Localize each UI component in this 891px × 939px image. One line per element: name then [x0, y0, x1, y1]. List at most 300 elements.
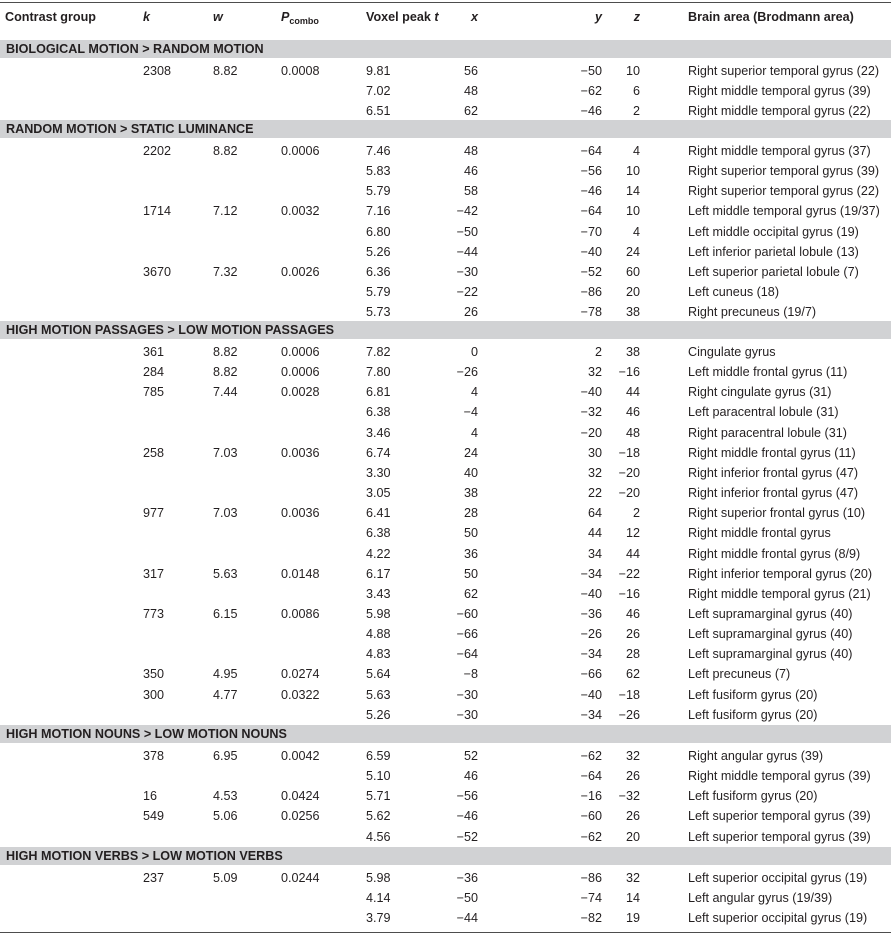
cell-voxel-peak-t: 5.62: [366, 809, 391, 824]
cell-brain-area: Right paracentral lobule (31): [688, 425, 847, 440]
cell-w: 8.82: [213, 144, 238, 158]
cell-p-combo: 0.0006: [281, 365, 320, 380]
cell-brain-area: Left superior temporal gyrus (39): [688, 829, 871, 844]
cell-k: 3670: [143, 264, 172, 279]
cell-x: −36: [456, 871, 478, 885]
cell-x: 50: [463, 566, 478, 581]
cell-w: 5.09: [213, 871, 238, 885]
header-voxel-peak-label: Voxel peak: [366, 10, 435, 24]
cell-k: 16: [143, 789, 158, 804]
cell-y: −86: [580, 285, 602, 300]
table-row: [0, 101, 891, 121]
cell-brain-area: Right middle temporal gyrus (39): [688, 84, 871, 99]
contrast-group-header: [0, 725, 891, 743]
header-y: y: [594, 10, 602, 24]
table-row: [0, 282, 891, 302]
cell-voxel-peak-t: 4.14: [366, 891, 391, 906]
cell-x: 52: [463, 749, 478, 763]
cell-z: −16: [618, 586, 640, 601]
cell-z: −26: [618, 707, 640, 722]
cell-brain-area: Right inferior frontal gyrus (47): [688, 465, 859, 480]
cell-z: 28: [625, 647, 640, 662]
table-header-row: [0, 7, 891, 27]
cell-brain-area: Left fusiform gyrus (20): [688, 707, 818, 722]
cell-z: 38: [625, 305, 640, 320]
cell-x: −52: [456, 829, 478, 844]
table-row: [0, 746, 891, 766]
cell-z: 14: [625, 184, 640, 199]
cell-brain-area: Left middle frontal gyrus (11): [688, 365, 848, 380]
cell-y: −40: [580, 687, 602, 702]
cell-brain-area: Right middle temporal gyrus (21): [688, 586, 871, 601]
cell-z: 14: [625, 891, 640, 906]
header-p-main: P: [281, 10, 290, 24]
cell-z: 62: [625, 667, 640, 682]
cell-voxel-peak-t: 3.30: [366, 465, 391, 480]
cell-voxel-peak-t: 6.81: [366, 385, 391, 400]
table-row: [0, 786, 891, 806]
cell-k: 361: [143, 345, 165, 359]
cell-w: 7.03: [213, 506, 238, 521]
cell-w: 8.82: [213, 345, 238, 359]
cell-p-combo: 0.0042: [281, 749, 320, 763]
cell-y: −60: [580, 809, 602, 824]
cell-voxel-peak-t: 5.98: [366, 871, 391, 885]
cell-p-combo: 0.0006: [281, 345, 320, 359]
cell-voxel-peak-t: 5.83: [366, 164, 391, 179]
cell-y: 44: [587, 526, 602, 541]
cell-z: −20: [618, 486, 640, 501]
cell-k: 284: [143, 365, 165, 380]
cell-voxel-peak-t: 3.05: [366, 486, 391, 501]
cell-z: 4: [632, 144, 640, 158]
cell-w: 6.15: [213, 606, 238, 621]
cell-voxel-peak-t: 5.26: [366, 707, 391, 722]
cell-z: 20: [625, 829, 640, 844]
cell-voxel-peak-t: 4.56: [366, 829, 391, 844]
cell-k: 378: [143, 749, 165, 763]
cell-x: −56: [456, 789, 478, 804]
cell-p-combo: 0.0036: [281, 506, 320, 521]
cell-x: −30: [456, 687, 478, 702]
header-brain-area: Brain area (Brodmann area): [688, 10, 854, 24]
table-row: [0, 705, 891, 725]
cell-w: 4.95: [213, 667, 238, 682]
cell-voxel-peak-t: 4.83: [366, 647, 391, 662]
cell-y: 34: [587, 546, 602, 561]
cell-w: 4.77: [213, 687, 238, 702]
cell-brain-area: Right middle frontal gyrus: [688, 526, 831, 541]
cell-y: −70: [580, 224, 602, 239]
cell-z: 48: [625, 425, 640, 440]
cell-x: 46: [463, 769, 478, 784]
cell-z: 20: [625, 285, 640, 300]
cell-k: 773: [143, 606, 165, 621]
table-row: [0, 624, 891, 644]
cell-y: −64: [580, 769, 602, 784]
table-row: [0, 242, 891, 262]
cell-p-combo: 0.0032: [281, 204, 320, 219]
cell-x: −30: [456, 707, 478, 722]
cell-y: −26: [580, 627, 602, 642]
cell-y: 32: [587, 465, 602, 480]
cell-brain-area: Left middle temporal gyrus (19/37): [688, 204, 880, 219]
table-row: [0, 362, 891, 382]
cell-voxel-peak-t: 3.79: [366, 911, 391, 926]
cell-brain-area: Left supramarginal gyrus (40): [688, 647, 853, 662]
cell-x: −66: [456, 627, 478, 642]
cell-y: −78: [580, 305, 602, 320]
cell-z: −18: [618, 687, 640, 702]
header-z: z: [633, 10, 640, 24]
cell-y: −86: [580, 871, 602, 885]
contrast-group-label: BIOLOGICAL MOTION > RANDOM MOTION: [6, 42, 264, 56]
cell-brain-area: Right inferior temporal gyrus (20): [688, 566, 873, 581]
cell-y: −62: [580, 84, 602, 99]
cell-y: −32: [580, 405, 602, 420]
cell-x: 26: [463, 305, 478, 320]
cell-z: 10: [625, 164, 640, 179]
cell-x: 62: [463, 586, 478, 601]
cell-y: 32: [587, 365, 602, 380]
cell-x: −60: [456, 606, 478, 621]
cell-w: 5.06: [213, 809, 238, 824]
cell-brain-area: Right middle temporal gyrus (22): [688, 104, 871, 119]
cell-x: 40: [463, 465, 478, 480]
cell-brain-area: Right angular gyrus (39): [688, 749, 824, 763]
cell-z: 2: [632, 104, 640, 119]
cell-voxel-peak-t: 7.82: [366, 345, 391, 359]
cell-k: 350: [143, 667, 165, 682]
table-row: [0, 827, 891, 847]
cell-x: −44: [456, 911, 478, 926]
table-row: [0, 443, 891, 463]
cell-y: −46: [580, 184, 602, 199]
table-row: [0, 141, 891, 161]
cell-voxel-peak-t: 5.71: [366, 789, 391, 804]
cell-x: 4: [470, 385, 478, 400]
cell-brain-area: Left superior temporal gyrus (39): [688, 809, 871, 824]
cell-brain-area: Right precuneus (19/7): [688, 305, 817, 320]
cell-y: −34: [580, 707, 602, 722]
cell-brain-area: Left inferior parietal lobule (13): [688, 244, 859, 259]
cell-y: −66: [580, 667, 602, 682]
cell-z: 46: [625, 606, 640, 621]
cell-brain-area: Right superior frontal gyrus (10): [688, 506, 866, 521]
cell-y: −74: [580, 891, 602, 906]
cell-y: −40: [580, 385, 602, 400]
cell-p-combo: 0.0036: [281, 445, 320, 460]
cell-p-combo: 0.0424: [281, 789, 320, 804]
cell-z: −18: [618, 445, 640, 460]
table-row: [0, 201, 891, 221]
cell-x: −46: [456, 809, 478, 824]
table-top-rule: [0, 2, 891, 3]
cell-z: 44: [625, 385, 640, 400]
table-row: [0, 664, 891, 684]
cell-brain-area: Left paracentral lobule (31): [688, 405, 839, 420]
cell-w: 4.53: [213, 789, 238, 804]
cell-y: −62: [580, 829, 602, 844]
table-row: [0, 262, 891, 282]
cell-voxel-peak-t: 6.80: [366, 224, 391, 239]
cell-k: 2308: [143, 64, 172, 78]
header-p-subscript: combo: [289, 16, 319, 26]
cell-z: −32: [618, 789, 640, 804]
cell-x: 0: [470, 345, 478, 359]
contrast-group-header: [0, 321, 891, 339]
cell-x: 46: [463, 164, 478, 179]
table-row: [0, 402, 891, 422]
cell-y: 22: [587, 486, 602, 501]
cell-x: −50: [456, 224, 478, 239]
cell-brain-area: Left cuneus (18): [688, 285, 780, 300]
cell-x: −8: [463, 667, 478, 682]
cell-voxel-peak-t: 7.80: [366, 365, 391, 380]
cell-brain-area: Cingulate gyrus: [688, 345, 776, 359]
cell-brain-area: Left superior occipital gyrus (19): [688, 871, 868, 885]
cell-brain-area: Right superior temporal gyrus (22): [688, 64, 880, 78]
cell-w: 7.44: [213, 385, 238, 400]
cell-k: 2202: [143, 144, 172, 158]
cell-y: −16: [580, 789, 602, 804]
cell-w: 7.12: [213, 204, 238, 219]
cell-voxel-peak-t: 5.10: [366, 769, 391, 784]
contrast-group-label: RANDOM MOTION > STATIC LUMINANCE: [6, 122, 254, 136]
cell-voxel-peak-t: 5.64: [366, 667, 391, 682]
cell-brain-area: Left superior occipital gyrus (19): [688, 911, 868, 926]
cell-brain-area: Left angular gyrus (19/39): [688, 891, 833, 906]
cell-x: 58: [463, 184, 478, 199]
cell-brain-area: Right superior temporal gyrus (39): [688, 164, 880, 179]
cell-y: −56: [580, 164, 602, 179]
table-row: [0, 302, 891, 322]
cell-x: −22: [456, 285, 478, 300]
cell-voxel-peak-t: 4.88: [366, 627, 391, 642]
contrast-group-header: [0, 120, 891, 138]
cell-z: 44: [625, 546, 640, 561]
cell-voxel-peak-t: 5.73: [366, 305, 391, 320]
cell-z: −22: [618, 566, 640, 581]
cell-z: 2: [632, 506, 640, 521]
cell-y: −64: [580, 144, 602, 158]
cell-x: −64: [456, 647, 478, 662]
table-row: [0, 61, 891, 81]
cell-voxel-peak-t: 7.02: [366, 84, 391, 99]
cell-y: 64: [587, 506, 602, 521]
cell-brain-area: Left superior parietal lobule (7): [688, 264, 859, 279]
cell-x: 38: [463, 486, 478, 501]
cell-voxel-peak-t: 5.79: [366, 184, 391, 199]
cell-voxel-peak-t: 6.17: [366, 566, 391, 581]
header-k: k: [143, 10, 151, 24]
table-row: [0, 342, 891, 362]
cell-p-combo: 0.0026: [281, 264, 320, 279]
cell-z: 26: [625, 809, 640, 824]
cell-y: 2: [594, 345, 602, 359]
cell-w: 8.82: [213, 64, 238, 78]
table-row: [0, 766, 891, 786]
cell-k: 237: [143, 871, 165, 885]
contrast-group-label: HIGH MOTION NOUNS > LOW MOTION NOUNS: [6, 727, 287, 741]
table-row: [0, 564, 891, 584]
header-p-combo: [281, 7, 319, 27]
cell-k: 258: [143, 445, 165, 460]
cell-z: 19: [625, 911, 640, 926]
table-row: [0, 888, 891, 908]
cell-z: 6: [632, 84, 640, 99]
cell-x: 48: [463, 144, 478, 158]
cell-x: 62: [463, 104, 478, 119]
cell-k: 300: [143, 687, 165, 702]
contrast-group-label: HIGH MOTION VERBS > LOW MOTION VERBS: [6, 849, 283, 863]
table-row: [0, 644, 891, 664]
cell-voxel-peak-t: 3.46: [366, 425, 391, 440]
cell-voxel-peak-t: 6.51: [366, 104, 391, 119]
cell-k: 1714: [143, 204, 172, 219]
cell-brain-area: Right superior temporal gyrus (22): [688, 184, 880, 199]
cell-brain-area: Left fusiform gyrus (20): [688, 789, 818, 804]
cell-z: 24: [625, 244, 640, 259]
cell-w: 6.95: [213, 749, 238, 763]
cell-x: 24: [463, 445, 478, 460]
cell-z: 12: [625, 526, 640, 541]
cell-brain-area: Right middle frontal gyrus (8/9): [688, 546, 861, 561]
header-voxel-t: t: [434, 10, 439, 24]
cell-w: 5.63: [213, 566, 238, 581]
cell-x: 4: [470, 425, 478, 440]
table-row: [0, 604, 891, 624]
table-row: [0, 483, 891, 503]
cell-y: −34: [580, 647, 602, 662]
table-row: [0, 868, 891, 888]
cell-w: 7.32: [213, 264, 238, 279]
cell-p-combo: 0.0274: [281, 667, 320, 682]
cell-y: −64: [580, 204, 602, 219]
cell-z: 32: [625, 749, 640, 763]
cell-brain-area: Right middle temporal gyrus (39): [688, 769, 871, 784]
cell-z: −20: [618, 465, 640, 480]
cell-k: 785: [143, 385, 165, 400]
cell-x: 48: [463, 84, 478, 99]
table-row: [0, 181, 891, 201]
cell-k: 317: [143, 566, 165, 581]
cell-z: −16: [618, 365, 640, 380]
table-row: [0, 423, 891, 443]
cell-x: 50: [463, 526, 478, 541]
header-voxel-peak: [366, 7, 439, 27]
cell-y: −40: [580, 586, 602, 601]
table-row: [0, 463, 891, 483]
table-row: [0, 584, 891, 604]
cell-x: −26: [456, 365, 478, 380]
cell-x: 56: [463, 64, 478, 78]
cell-y: −40: [580, 244, 602, 259]
cell-voxel-peak-t: 5.63: [366, 687, 391, 702]
cell-w: 7.03: [213, 445, 238, 460]
cell-y: −36: [580, 606, 602, 621]
cell-voxel-peak-t: 5.98: [366, 606, 391, 621]
header-w: w: [213, 10, 223, 24]
cell-voxel-peak-t: 3.43: [366, 586, 391, 601]
cell-voxel-peak-t: 6.41: [366, 506, 391, 521]
cell-y: −34: [580, 566, 602, 581]
cell-brain-area: Left fusiform gyrus (20): [688, 687, 818, 702]
table-row: [0, 382, 891, 402]
cell-y: −62: [580, 749, 602, 763]
table-row: [0, 161, 891, 181]
cell-voxel-peak-t: 6.36: [366, 264, 391, 279]
cell-z: 26: [625, 627, 640, 642]
cell-voxel-peak-t: 7.16: [366, 204, 391, 219]
cell-voxel-peak-t: 6.38: [366, 526, 391, 541]
cell-p-combo: 0.0008: [281, 64, 320, 78]
cell-x: −42: [456, 204, 478, 219]
cell-y: −50: [580, 64, 602, 78]
cell-voxel-peak-t: 9.81: [366, 64, 391, 78]
cell-p-combo: 0.0256: [281, 809, 320, 824]
table-bottom-rule: [0, 932, 891, 933]
cell-k: 549: [143, 809, 165, 824]
cell-y: −20: [580, 425, 602, 440]
header-x: x: [470, 10, 478, 24]
cell-x: −4: [463, 405, 478, 420]
table-row: [0, 503, 891, 523]
cell-w: 8.82: [213, 365, 238, 380]
table-row: [0, 544, 891, 564]
cell-z: 32: [625, 871, 640, 885]
table-row: [0, 523, 891, 543]
cell-p-combo: 0.0006: [281, 144, 320, 158]
cell-brain-area: Left precuneus (7): [688, 667, 791, 682]
cell-x: 36: [463, 546, 478, 561]
cell-z: 4: [632, 224, 640, 239]
cell-z: 10: [625, 204, 640, 219]
cell-brain-area: Right inferior frontal gyrus (47): [688, 486, 859, 501]
cell-brain-area: Right middle frontal gyrus (11): [688, 445, 856, 460]
cell-z: 60: [625, 264, 640, 279]
cell-z: 38: [625, 345, 640, 359]
cell-brain-area: Left supramarginal gyrus (40): [688, 627, 853, 642]
contrast-group-header: [0, 40, 891, 58]
cell-voxel-peak-t: 4.22: [366, 546, 391, 561]
cell-voxel-peak-t: 6.74: [366, 445, 391, 460]
table-row: [0, 908, 891, 928]
table-row: [0, 81, 891, 101]
cell-y: −46: [580, 104, 602, 119]
cell-x: −44: [456, 244, 478, 259]
contrast-group-header: [0, 847, 891, 865]
cell-p-combo: 0.0086: [281, 606, 320, 621]
cell-p-combo: 0.0244: [281, 871, 320, 885]
cell-z: 26: [625, 769, 640, 784]
cell-p-combo: 0.0148: [281, 566, 320, 581]
cell-y: 30: [587, 445, 602, 460]
cell-voxel-peak-t: 7.46: [366, 144, 391, 158]
cell-brain-area: Left middle occipital gyrus (19): [688, 224, 859, 239]
cell-x: −50: [456, 891, 478, 906]
cell-brain-area: Right cingulate gyrus (31): [688, 385, 832, 400]
cell-x: −30: [456, 264, 478, 279]
table-row: [0, 806, 891, 826]
cell-voxel-peak-t: 6.59: [366, 749, 391, 763]
cell-x: 28: [463, 506, 478, 521]
cell-p-combo: 0.0028: [281, 385, 320, 400]
cell-voxel-peak-t: 5.26: [366, 244, 391, 259]
contrast-group-label: HIGH MOTION PASSAGES > LOW MOTION PASSAGES: [6, 323, 335, 337]
cell-brain-area: Left supramarginal gyrus (40): [688, 606, 853, 621]
cell-voxel-peak-t: 6.38: [366, 405, 391, 420]
